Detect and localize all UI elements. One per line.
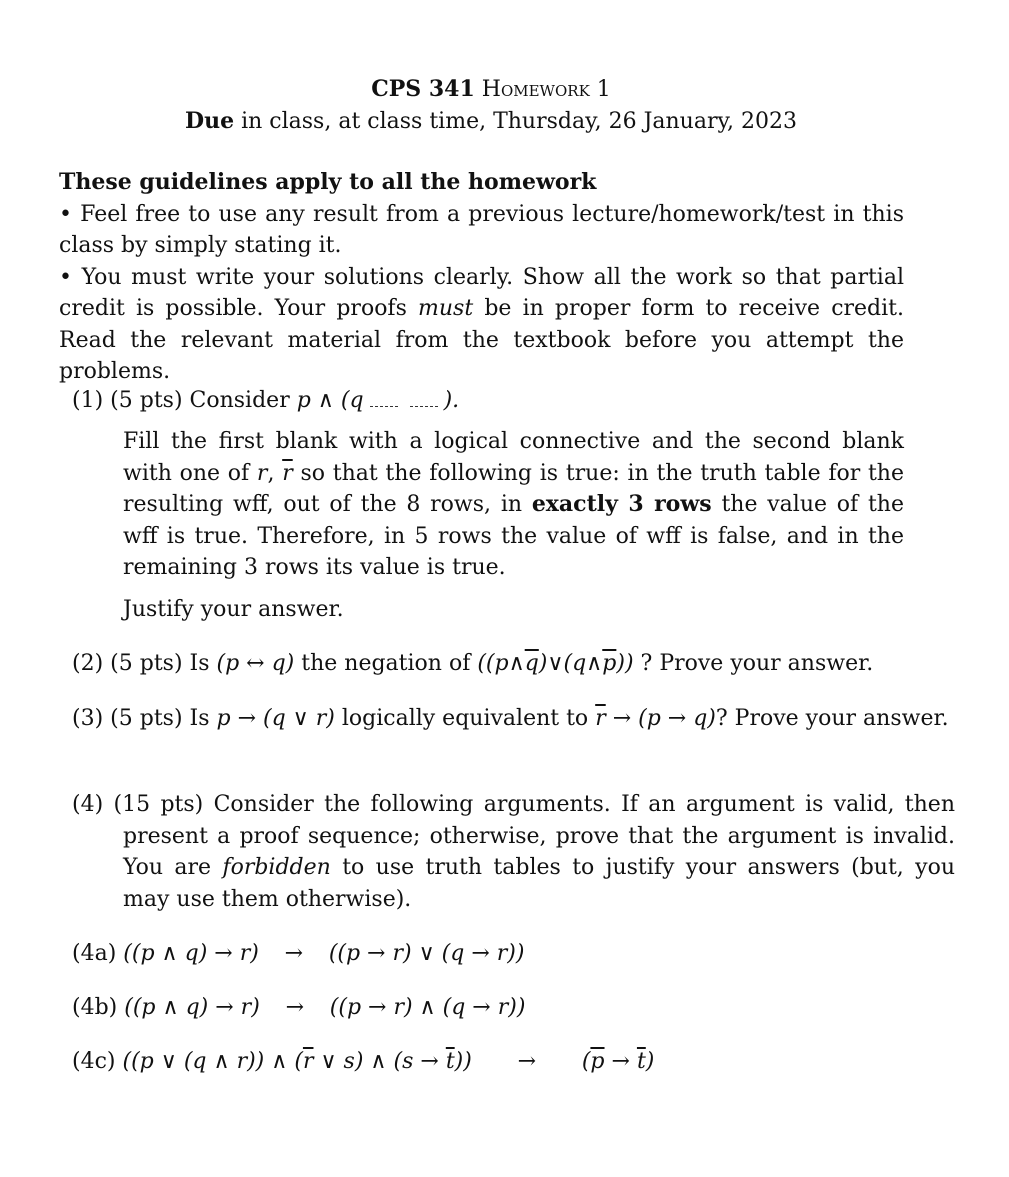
- problem-3-label: (3) (5 pts) Is: [72, 706, 217, 731]
- document-header: [0, 74, 982, 137]
- problem-4-text-b: to use truth tables to justify your answers (but, you may use them otherwise).: [123, 855, 955, 912]
- problem-4-emphasis: forbidden: [222, 855, 331, 880]
- problem-4b: [72, 992, 904, 1024]
- var-t-bar: $\overline{t}$: [636, 1049, 646, 1074]
- guideline-bullet-2-emphasis: must: [418, 296, 474, 321]
- problem-4c-label: (4c): [72, 1049, 123, 1074]
- problem-3-statement: [72, 703, 955, 735]
- problem-2-mid: the negation of: [294, 651, 478, 676]
- problem-4c-conclusion-b: →: [604, 1049, 637, 1074]
- problem-1-emphasis: exactly 3 rows: [531, 491, 712, 517]
- implies-arrow: →: [285, 995, 304, 1020]
- var-r-bar: $\overline{r}$: [302, 1049, 314, 1074]
- problem-1-formula-end: ).: [443, 388, 460, 413]
- separator: ,: [267, 460, 283, 486]
- var-r: r: [256, 460, 268, 486]
- problem-1-text-a: Fill the first blank with a logical connective and the second blank with one of: [123, 429, 904, 486]
- problem-1-justify: Justify your answer.: [123, 597, 344, 622]
- problem-3-formula-1: p → (q ∨ r): [216, 706, 335, 731]
- problem-1-text-b: so that the following is true: in the truth table for the resulting wff, out of the 8 rows, in: [123, 460, 904, 517]
- problem-4a-premise: ((p ∧ q) → r): [123, 941, 259, 966]
- guideline-bullet-2-text-a: • You must write your solutions clearly. Show all the work so that partial credit is possible. Your proofs: [59, 264, 904, 321]
- guidelines-title: These guidelines apply to all the homework: [59, 169, 597, 195]
- implies-arrow: →: [284, 941, 304, 966]
- problem-4b-label: (4b): [72, 995, 125, 1020]
- problem-4c-conclusion-a: (: [581, 1049, 591, 1074]
- problem-4a: [72, 938, 904, 970]
- problem-3-formula-2: → (p → q): [605, 706, 716, 731]
- var-t-bar: $\overline{t}$: [445, 1049, 455, 1074]
- problem-2-statement: [72, 648, 904, 680]
- problem-4c-conclusion-c: ): [645, 1049, 655, 1074]
- problem-1-label: (1) (5 pts) Consider: [72, 388, 297, 413]
- blank-connective: [370, 394, 398, 407]
- var-p-bar: $\overline{p}$: [590, 1049, 605, 1074]
- due-line: [0, 106, 982, 138]
- var-q-bar: $\overline{q}$: [524, 651, 539, 676]
- document-title: [0, 74, 982, 106]
- problem-4c-premise-c: )): [454, 1049, 472, 1074]
- var-r-bar: $\overline{r}$: [282, 460, 293, 486]
- due-text: in class, at class time, Thursday, 26 January, 2023: [241, 108, 797, 134]
- problem-1-instructions: [123, 426, 904, 584]
- problem-4c-premise-a: ((p ∨ (q ∧ r)) ∧ (: [122, 1049, 303, 1074]
- problem-4b-premise: ((p ∧ q) → r): [124, 995, 260, 1020]
- problem-2-formula-1: (p ↔ q): [216, 651, 295, 676]
- var-r-bar: $\overline{r}$: [595, 706, 606, 731]
- problem-4-text-a: (4) (15 pts) Consider the following arguments. If an argument is valid, then present a proof sequence; otherwise, prove that the argument is invalid. You are: [72, 792, 955, 880]
- problem-2-formula-2a: ((p∧: [477, 651, 525, 676]
- problem-2-formula-2c: )): [616, 651, 634, 676]
- problem-1-text-c: the value of the wff is true. Therefore, in 5 rows the value of wff is false, and in the remaining 3 rows its value is true.: [123, 492, 904, 580]
- problem-4c-premise-b: ∨ s) ∧ (s →: [313, 1049, 446, 1074]
- implies-arrow: →: [517, 1049, 537, 1074]
- guidelines-section: [59, 167, 904, 388]
- problem-4c: [72, 1046, 904, 1078]
- problem-3-mid: logically equivalent to: [334, 706, 596, 731]
- guideline-bullet-2: [59, 262, 904, 388]
- guideline-bullet-1: • Feel free to use any result from a previous lecture/homework/test in this class by simply stating it.: [59, 201, 904, 258]
- problem-1-formula-start: p ∧ (q: [296, 388, 364, 413]
- problem-4a-label: (4a): [72, 941, 124, 966]
- problem-3-end: ? Prove your answer.: [715, 706, 949, 731]
- blank-variable: [410, 394, 438, 407]
- problem-2-label: (2) (5 pts) Is: [72, 651, 217, 676]
- homework-name: Homework 1: [481, 77, 611, 102]
- problem-4b-conclusion: ((p → r) ∧ (q → r)): [329, 995, 526, 1020]
- problem-2-formula-2b: )∨(q∧: [538, 651, 603, 676]
- problem-2-end: ? Prove your answer.: [633, 651, 874, 676]
- due-label: Due: [185, 107, 235, 134]
- problem-4a-conclusion: ((p → r) ∨ (q → r)): [328, 941, 525, 966]
- problem-4-statement: [72, 789, 955, 915]
- guideline-bullet-2-text-b: be in proper form to receive credit. Read the relevant material from the textbook before you attempt the problems.: [59, 296, 905, 384]
- problem-1-statement: [72, 385, 904, 417]
- var-p-bar: $\overline{p}$: [602, 651, 617, 676]
- course-code: CPS 341: [371, 76, 475, 102]
